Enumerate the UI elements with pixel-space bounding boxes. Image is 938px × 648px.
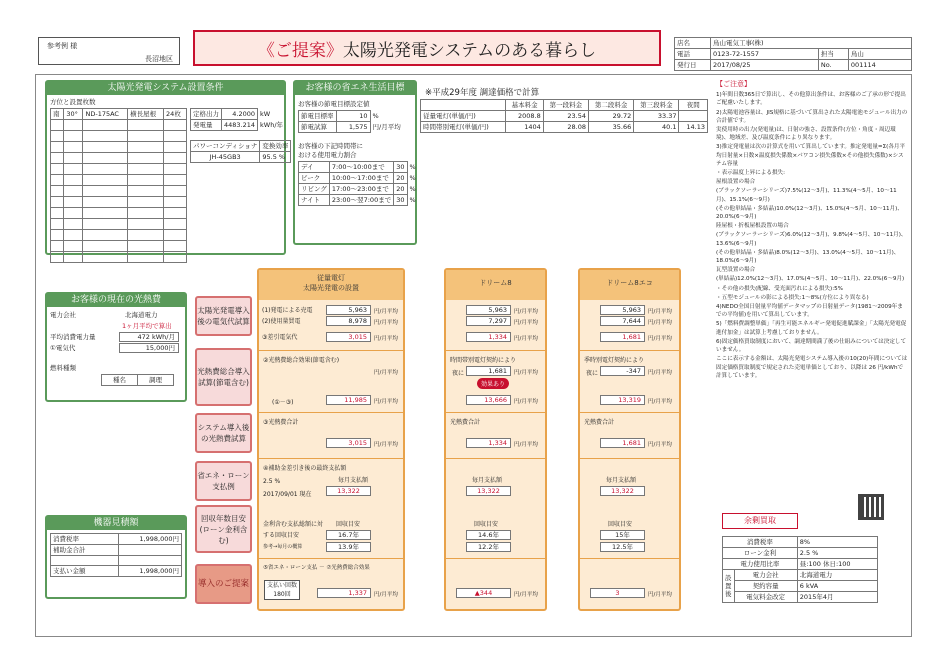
- eff-label: 変換効率: [260, 141, 291, 152]
- price-row: [421, 111, 708, 122]
- price-row: [421, 122, 708, 133]
- surplus-row: [723, 537, 878, 548]
- surplus-value: 2015年4月: [797, 592, 877, 603]
- time-cell: 23:00～翌7:00まで: [329, 195, 393, 206]
- price-cell: 33.37: [634, 111, 679, 122]
- unit-label: 円/月平均: [374, 592, 398, 598]
- capacity-table: [190, 108, 286, 131]
- col3-s2-value: 13,319: [600, 395, 645, 405]
- price-cell: 40.1: [634, 122, 679, 133]
- surplus-value: 6 kVA: [797, 581, 877, 592]
- goal-rate-value: 10: [336, 111, 370, 122]
- eff-value: 95.5 %: [260, 152, 291, 163]
- col2-final: ▲344: [456, 588, 511, 598]
- price-cell: 時間帯別電灯(単価/円): [421, 122, 506, 133]
- unit-label: 円/月平均: [514, 399, 538, 405]
- col1-mon-value: 13,322: [326, 486, 371, 496]
- unit-label: 円/月平均: [514, 370, 538, 376]
- time-cell: %: [409, 174, 416, 182]
- time-row: [299, 173, 419, 184]
- machine-value: 1,998,000円: [119, 566, 182, 577]
- unit-label: 円/月平均: [648, 336, 672, 342]
- col2-diff-value: 1,334: [466, 332, 511, 342]
- note-line: 2)太陽電池容量は、JIS規格に基づいて算出された太陽電池モジュール出力の合計値です。: [716, 109, 908, 124]
- col3-s2a: -347: [600, 366, 645, 376]
- goal-calc-unit: 円/月平均: [372, 123, 401, 131]
- machine-value: 1,998,000円: [119, 534, 182, 545]
- col3-head: ドリーム8エコ: [580, 270, 679, 300]
- surplus-label: 電力会社: [734, 570, 797, 581]
- note-line: ・表示温度上昇による損失:: [716, 170, 786, 177]
- fee-value: 15,000円: [119, 343, 179, 353]
- price-header: [421, 100, 506, 111]
- install-sub: 方位と設置枚数: [50, 98, 96, 106]
- tel-value: 0123-72-1557: [711, 49, 819, 60]
- pcs-table: [190, 140, 291, 163]
- col1-sec2-label: ②光熱費総合効果(節電含む): [259, 350, 403, 368]
- note-line: (ブラックソーラーシリーズ)6.0%(12～3月)、9.8%(4～5月、10～11月)、13.6%(6～9月): [716, 232, 907, 247]
- unit-label: 円/月平均: [374, 336, 398, 342]
- time-cell: ナイト: [299, 195, 330, 206]
- col1-y1: 16.7年: [326, 530, 371, 540]
- col1-s2-formula: (①－③): [272, 399, 294, 406]
- section-label: 回収年数目安(ローン金利含む): [195, 505, 252, 553]
- section-label: システム導入後の光熱費試算: [195, 413, 252, 453]
- col1-rate: 2.5 %: [263, 478, 281, 485]
- pcs-label: パワーコンディショナ: [191, 141, 260, 152]
- usage-label: 平均消費電力量: [50, 333, 96, 341]
- time-cell: %: [409, 185, 416, 193]
- col1-payback-label: 金利含む支払総額に対する回収目安: [263, 521, 324, 539]
- col1-diff-value: 3,015: [326, 332, 371, 342]
- person-label: 担当: [818, 49, 848, 60]
- price-header: 第三段料金: [634, 100, 679, 111]
- pay-count-value: 180回: [273, 591, 291, 598]
- notes-title: 【ご注意】: [716, 80, 751, 88]
- col2-use-value: 7,297: [466, 316, 511, 326]
- machine-table: [50, 533, 182, 577]
- col2-sec3-label: 光熱費合計: [446, 412, 545, 430]
- time-row: [299, 162, 419, 173]
- note-line: (その他単結晶・多結晶)10.0%(12～3月)、15.0%(4～5月、10～11月)、20.0%(6～9月): [716, 205, 903, 221]
- price-title: ※平成29年度 調達価格で計算: [425, 88, 540, 98]
- surplus-row: [723, 592, 878, 603]
- col3-sec2-label: 季時別電灯契約により: [580, 350, 679, 368]
- col2-s2-lead: 夜に: [452, 370, 465, 377]
- unit-label: 円/月平均: [514, 320, 538, 326]
- machine-row: [51, 534, 182, 545]
- note-line: (単結晶)12.0%(12～3月)、17.0%(4～5月、10～11月)、22.0%(6～9月): [716, 276, 905, 283]
- time-table: [298, 161, 419, 206]
- surplus-value: 2.5 %: [797, 548, 877, 559]
- pcs-value: JH-45GB3: [191, 152, 260, 163]
- note-line: 実使用時の出力(発電量)は、日射の強さ、設置条件(方位・角度・周辺環境)、地域差、及び温度条件により異なります。: [716, 127, 896, 142]
- unit-label: 円/月平均: [648, 320, 672, 326]
- panel-row-cell: 24枚: [164, 109, 187, 120]
- machine-label: [51, 556, 119, 566]
- time-label-2: おける使用電力割合: [298, 151, 357, 159]
- col1-sec4-label: ④補助金差引き後の最終支払額: [259, 458, 403, 476]
- price-cell: 1404: [506, 122, 543, 133]
- col3-final: 3: [590, 588, 645, 598]
- col1-sec6-label: ⑤省エネ・ローン支払 － ⑦光熱費総合効果: [259, 558, 403, 575]
- machine-value: [119, 545, 182, 556]
- time-cell: 20: [394, 173, 407, 184]
- section-label: 省エネ・ローン支払例: [195, 461, 252, 501]
- surplus-label: 電気料金改定: [734, 592, 797, 603]
- cap-label: 定格出力: [191, 109, 222, 120]
- current-panel: [45, 292, 187, 402]
- price-header: 第一段料金: [543, 100, 588, 111]
- surplus-row: [723, 548, 878, 559]
- attn-box: [38, 37, 180, 65]
- col1-gen-value: 5,963: [326, 305, 371, 315]
- goal-rate-unit: %: [372, 112, 379, 120]
- machine-label: 補助金合計: [51, 545, 119, 556]
- price-cell: [679, 111, 708, 122]
- surplus-row: [723, 570, 878, 581]
- unit-label: 円/月平均: [514, 336, 538, 342]
- unit-label: 円/月平均: [374, 399, 398, 405]
- note-line: ・その他の損失(配線、受光面汚れによる損失):5%: [716, 285, 843, 292]
- tel-label: 電話: [675, 49, 711, 60]
- col3-diff-value: 1,681: [600, 332, 645, 342]
- col2-r-label: 回収目安: [474, 521, 499, 528]
- time-cell: %: [409, 196, 416, 204]
- time-label-1: お客様の下記時間帯に: [298, 142, 363, 150]
- col3-s3-value: 1,681: [600, 438, 645, 448]
- machine-row: [51, 556, 182, 566]
- unit-label: 円/月平均: [648, 309, 672, 315]
- col1-final: 1,337: [317, 588, 371, 598]
- col1-use-label: (2)使用量買電: [262, 318, 301, 325]
- price-cell: 35.66: [589, 122, 634, 133]
- machine-label: 支払い金額: [51, 566, 119, 577]
- machine-panel: [45, 515, 187, 599]
- col3-s2-lead: 夜に: [586, 370, 599, 377]
- note-line: 陸屋根・折板屋根設置の場合: [716, 223, 789, 230]
- effect-badge: 効果あり: [477, 378, 509, 389]
- goal-calc-value: 1,575: [336, 122, 370, 133]
- col3-gen-value: 5,963: [600, 305, 645, 315]
- note-line: ここに表示する金額は、太陽光発電システム導入後の10(20)年間については固定価格買取制度で規定された売電単価としており、以降は 26 円/kWhで計算しています。: [716, 356, 908, 379]
- person-value: 鳥山: [848, 49, 911, 60]
- unit-label: 円/月平均: [374, 320, 398, 326]
- time-cell: 7:00～10:00まで: [329, 162, 393, 173]
- surplus-side-label: 設置後: [723, 570, 735, 603]
- machine-row: [51, 545, 182, 556]
- pay-count-label: 支払い回数: [266, 582, 297, 589]
- surplus-label: 電力使用比率: [723, 559, 798, 570]
- col2-sec2-label: 時間帯別電灯契約により: [446, 350, 545, 368]
- col1-s3-value: 3,015: [326, 438, 371, 448]
- price-header: 第二段料金: [589, 100, 634, 111]
- note-line: 3)推定発電量は次の計算式を用いて算出しています。推定発電量=Σ(各月平均日射量×日数×温度損失係数×パワコン損失係数×その他損失係数)×システム容量: [716, 144, 906, 167]
- unit-label: 円/月平均: [648, 399, 672, 405]
- surplus-table: [722, 536, 878, 603]
- unit-label: 円/月平均: [374, 442, 398, 448]
- price-table: [420, 99, 708, 133]
- attn-label: 参考例 様: [47, 42, 78, 50]
- notes-panel: [716, 80, 908, 500]
- col1-mon-date: 2017/09/01 現在: [263, 491, 312, 498]
- section-label: 導入のご提案: [195, 564, 252, 604]
- price-header-row: [421, 100, 708, 111]
- page-title: 太陽光発電システムのある暮らし: [342, 40, 597, 61]
- time-cell: 10:00～17:00まで: [329, 173, 393, 184]
- unit-label: 円/月平均: [514, 309, 538, 315]
- price-header: 基本料金: [506, 100, 543, 111]
- company-label: 電力会社: [50, 311, 76, 319]
- cap-unit: kW: [260, 110, 271, 118]
- price-cell: 2008.8: [506, 111, 543, 122]
- col2-s2-value: 13,666: [466, 395, 511, 405]
- gen-label: 発電量: [191, 120, 222, 131]
- unit-label: 円/月平均: [514, 442, 538, 448]
- pay-count-box: [264, 580, 300, 600]
- time-cell: 17:00～23:00まで: [329, 184, 393, 195]
- price-cell: 29.72: [589, 111, 634, 122]
- col3-r-label: 回収目安: [608, 521, 633, 528]
- surplus-label: 消費税率: [723, 537, 798, 548]
- cap-value: 4.2000: [222, 109, 258, 120]
- gen-unit: kWh/年: [260, 121, 284, 129]
- panel-layout-table: [50, 108, 187, 263]
- date-label: 発行日: [675, 60, 711, 71]
- goal-calc-label: 節電試算: [299, 122, 337, 133]
- note-line: ・五型モジュールの影による損失:1～8%(方位により異なる): [716, 294, 869, 301]
- note-line: 6)固定価格買取制度において、調達期間満了後の仕組みについては決定していません。: [716, 338, 907, 354]
- surplus-title: 余剰買取: [744, 516, 776, 525]
- no-label: No.: [818, 60, 848, 71]
- col1-use-value: 8,978: [326, 316, 371, 326]
- current-note: 1ヶ月平均で算出: [122, 322, 172, 330]
- time-cell: ピーク: [299, 173, 330, 184]
- col2-gen-value: 5,963: [466, 305, 511, 315]
- col2-y2: 12.2年: [466, 542, 511, 552]
- section-label: 光熱費総合導入試算(節電含む): [195, 348, 252, 406]
- col2-head: ドリーム8: [446, 270, 545, 300]
- unit-label: 円/月平均: [648, 442, 672, 448]
- surplus-value: 北海道電力: [797, 570, 877, 581]
- usage-value: 472 kWh/月: [119, 332, 179, 342]
- goal-rate-label: 節電目標率: [299, 111, 337, 122]
- surplus-row: [723, 581, 878, 592]
- col2-s3-value: 1,334: [466, 438, 511, 448]
- col1-s2-value: 11,985: [326, 395, 371, 405]
- eco-goal-table: [298, 110, 403, 133]
- eco-goal-label: お客様の節電目標設定値: [298, 100, 370, 108]
- note-line: 1)年間日数365日で算出し、その他算出条件は、お客様のご了承の形で提出ご配慮いたします。: [716, 92, 906, 107]
- fuel-h1: 種名: [102, 375, 138, 386]
- price-header: 夜間: [679, 100, 708, 111]
- surplus-value: 昼:100 休日:100: [797, 559, 877, 570]
- qr-code-icon: [858, 494, 884, 520]
- shop-name: 鳥山電気工事(株): [711, 38, 912, 49]
- surplus-title-box: [722, 513, 798, 529]
- unit-label: 円/月平均: [648, 592, 672, 598]
- time-cell: 30: [394, 195, 407, 206]
- price-cell: 28.08: [543, 122, 588, 133]
- col2-mon-value: 13,322: [466, 486, 511, 496]
- col1-payback-sub: 参考→毎月の概算: [263, 544, 303, 550]
- time-cell: リビング: [299, 184, 330, 195]
- panel-row-cell: ND-175AC: [83, 109, 128, 120]
- unit-label: 円/月平均: [374, 309, 398, 315]
- date-value: 2017/08/25: [711, 60, 819, 71]
- note-line: 瓦型設置の場合: [716, 267, 756, 274]
- area-label: 長沼地区: [145, 55, 173, 63]
- time-cell: デイ: [299, 162, 330, 173]
- col3-mon-value: 13,322: [600, 486, 645, 496]
- time-row: [299, 184, 419, 195]
- unit-label: 円/月平均: [514, 592, 538, 598]
- surplus-label: ローン金利: [723, 548, 798, 559]
- note-line: 屋根設置の場合: [716, 179, 756, 186]
- eco-title: お客様の省エネ生活目標: [295, 82, 415, 95]
- time-cell: 30: [394, 162, 407, 173]
- panel-row-cell: 30°: [64, 109, 83, 120]
- col1-sec3-label: ③光熱費合計: [259, 412, 403, 430]
- time-row: [299, 195, 419, 206]
- price-cell: 14.13: [679, 122, 708, 133]
- current-title: お客様の現在の光熱費: [47, 294, 185, 307]
- price-cell: 23.54: [543, 111, 588, 122]
- note-line: (ブラックソーラーシリーズ)7.5%(12～3月)、11.3%(4～5月、10～11月)、15.1%(6～9月): [716, 188, 897, 203]
- fee-label: ①電気代: [50, 344, 76, 352]
- col1-head: 従量電灯 太陽光発電の設置: [259, 270, 403, 300]
- section-label: 太陽光発電導入後の電気代試算: [195, 296, 252, 336]
- col1-diff-label: ③差引電気代: [262, 334, 298, 341]
- machine-title: 機器見積額: [47, 517, 185, 530]
- col3-mon-label: 毎月支払額: [606, 477, 637, 484]
- col1-gen-label: (1)発電による売電: [262, 307, 313, 314]
- col2-s2a: 1,681: [466, 366, 511, 376]
- machine-label: 消費税率: [51, 534, 119, 545]
- title-prefix: 《ご提案》: [257, 40, 343, 61]
- time-cell: %: [409, 163, 416, 171]
- machine-row: [51, 566, 182, 577]
- time-cell: 20: [394, 184, 407, 195]
- unit-label: 円/月平均: [648, 370, 672, 376]
- note-line: 4)NEDO全国日射量平均値データマップの日射量データ(1981～2009年までの平均値)を用いて算出しています。: [716, 304, 903, 319]
- shop-info-table: [674, 37, 912, 71]
- install-panel: [45, 80, 289, 255]
- company-value: 北海道電力: [125, 311, 158, 319]
- panel-row-cell: 横長屋根: [128, 109, 164, 120]
- panel-row-cell: 南: [51, 109, 64, 120]
- surplus-label: 契約容量: [734, 581, 797, 592]
- machine-value: [119, 556, 182, 566]
- col2-mon-label: 毎月支払額: [472, 477, 503, 484]
- fuel-h2: 調理: [138, 375, 174, 386]
- shop-label: 店名: [675, 38, 711, 49]
- col2-y1: 14.6年: [466, 530, 511, 540]
- col3-y1: 15年: [600, 530, 645, 540]
- price-cell: 従量電灯(単価/円): [421, 111, 506, 122]
- surplus-value: 8%: [797, 537, 877, 548]
- no-value: 001114: [848, 60, 911, 71]
- eco-panel: [293, 80, 417, 245]
- col1-mon-label: 毎月支払額: [338, 477, 369, 484]
- fuel-label: 燃料種類: [50, 364, 76, 372]
- surplus-row: [723, 559, 878, 570]
- col3-sec3-label: 光熱費合計: [580, 412, 679, 430]
- note-line: (その他単結晶・多結晶)8.0%(12～3月)、13.0%(4～5月、10～11月)、18.0%(6～9月): [716, 249, 900, 265]
- note-line: 5)「燃料費調整単価」「再生可能エネルギー発電促進賦課金」「太陽光発電促進付加金」は試算上考慮しておりません。: [716, 321, 907, 336]
- col3-use-value: 7,644: [600, 316, 645, 326]
- col3-y2: 12.5年: [600, 542, 645, 552]
- gen-value: 4483.214: [222, 120, 258, 131]
- col1-y2: 13.9年: [326, 542, 371, 552]
- install-title: 太陽光発電システム設置条件: [47, 82, 284, 95]
- page-title-box: [193, 30, 661, 66]
- col1-r-label: 回収目安: [336, 521, 361, 528]
- unit-label: 円/月平均: [374, 370, 398, 376]
